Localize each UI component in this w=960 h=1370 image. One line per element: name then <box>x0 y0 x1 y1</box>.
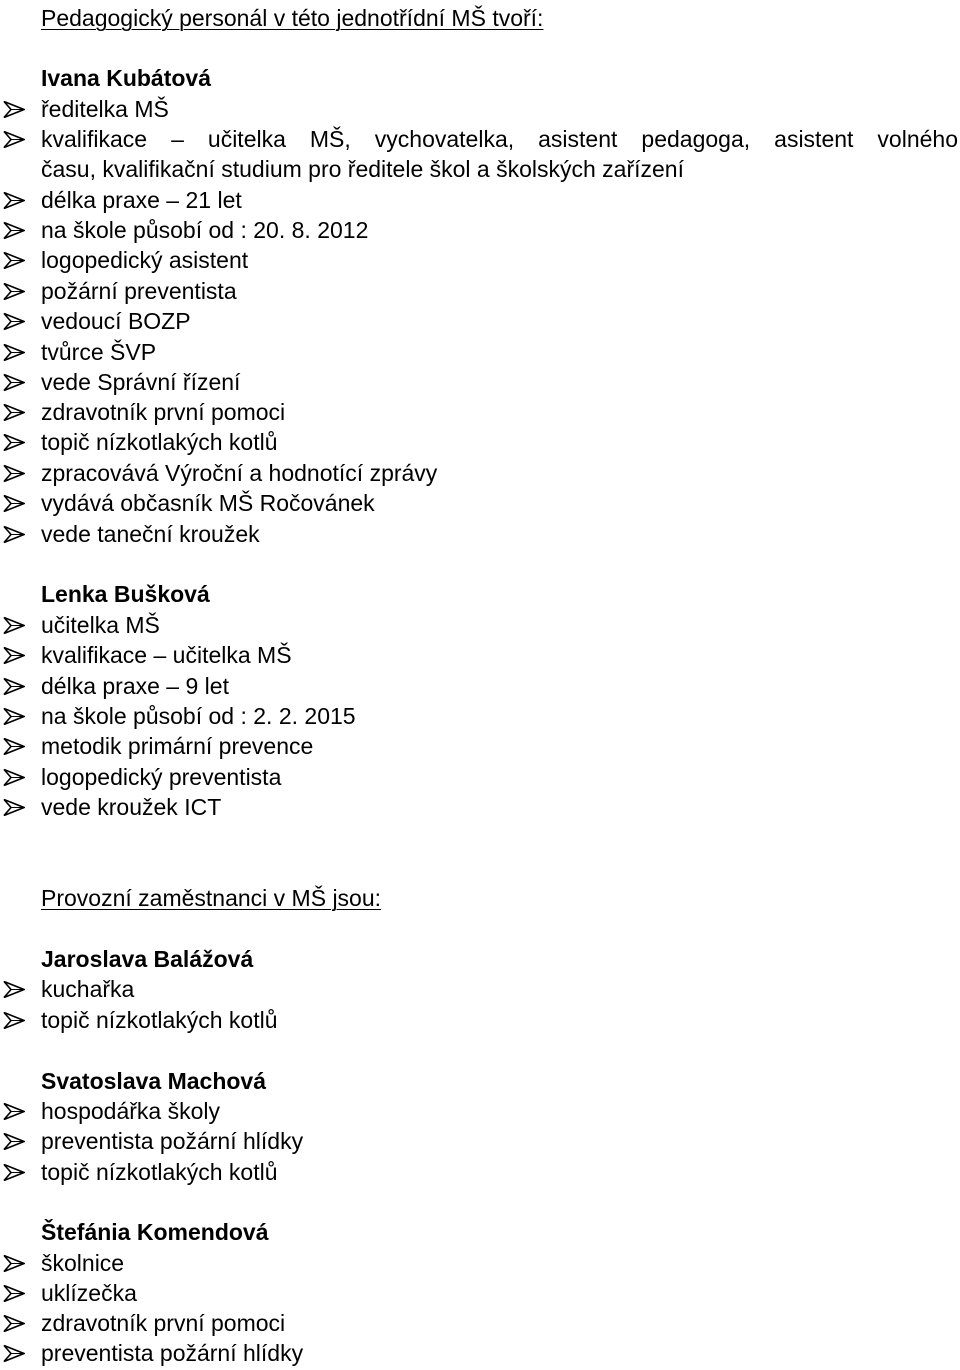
arrowhead-bullet-icon <box>0 367 41 397</box>
list-item: topič nízkotlakých kotlů <box>41 1007 278 1033</box>
list-item: metodik primární prevence <box>41 733 314 759</box>
section-heading-operational-staff: Provozní zaměstnanci v MŠ jsou: <box>41 885 382 911</box>
list-item: na škole působí od : 20. 8. 2012 <box>41 217 369 243</box>
arrowhead-bullet-icon <box>0 792 41 822</box>
arrowhead-bullet-icon <box>0 974 41 1004</box>
arrowhead-bullet-icon <box>0 1338 41 1368</box>
list-item: vydává občasník MŠ Ročovánek <box>41 490 375 516</box>
list-item: tvůrce ŠVP <box>41 339 157 365</box>
list-item: vede kroužek ICT <box>41 794 222 820</box>
arrowhead-bullet-icon <box>0 1126 41 1156</box>
list-item: vede Správní řízení <box>41 369 241 395</box>
list-item: uklízečka <box>41 1280 137 1306</box>
list-item-continuation: času, kvalifikační studium pro ředitele škol a školských zařízení <box>41 156 684 182</box>
arrowhead-bullet-icon <box>0 1308 41 1338</box>
arrowhead-bullet-icon <box>0 215 41 245</box>
arrowhead-bullet-icon <box>0 762 41 792</box>
arrowhead-bullet-icon <box>0 124 41 154</box>
arrowhead-bullet-icon <box>0 185 41 215</box>
arrowhead-bullet-icon <box>0 519 41 549</box>
list-item: zpracovává Výroční a hodnotící zprávy <box>41 460 438 486</box>
list-item: učitelka MŠ <box>41 612 160 638</box>
arrowhead-bullet-icon <box>0 701 41 731</box>
arrowhead-bullet-icon <box>0 610 41 640</box>
list-item: kvalifikace – učitelka MŠ, vychovatelka, asistent pedagoga, asistent volného <box>41 126 958 152</box>
arrowhead-bullet-icon <box>0 731 41 761</box>
arrowhead-bullet-icon <box>0 1005 41 1035</box>
person-name: Lenka Bušková <box>41 581 210 607</box>
arrowhead-bullet-icon <box>0 306 41 336</box>
arrowhead-bullet-icon <box>0 94 41 124</box>
person-name: Ivana Kubátová <box>41 65 211 91</box>
list-item: ředitelka MŠ <box>41 96 169 122</box>
list-item: vede taneční kroužek <box>41 521 260 547</box>
list-item: preventista požární hlídky <box>41 1340 304 1366</box>
arrowhead-bullet-icon <box>0 1248 41 1278</box>
arrowhead-bullet-icon <box>0 1278 41 1308</box>
arrowhead-bullet-icon <box>0 1096 41 1126</box>
person-name: Štefánia Komendová <box>41 1219 269 1245</box>
list-item: kuchařka <box>41 976 135 1002</box>
list-item: logopedický preventista <box>41 764 282 790</box>
arrowhead-bullet-icon <box>0 427 41 457</box>
list-item: topič nízkotlakých kotlů <box>41 429 278 455</box>
person-name: Svatoslava Machová <box>41 1068 267 1094</box>
list-item: logopedický asistent <box>41 247 249 273</box>
arrowhead-bullet-icon <box>0 1157 41 1187</box>
arrowhead-bullet-icon <box>0 337 41 367</box>
arrowhead-bullet-icon <box>0 640 41 670</box>
arrowhead-bullet-icon <box>0 276 41 306</box>
section-heading-pedagogical-staff: Pedagogický personál v této jednotřídní MŠ tvoří: <box>41 5 544 31</box>
arrowhead-bullet-icon <box>0 397 41 427</box>
list-item: délka praxe – 9 let <box>41 673 229 699</box>
list-item: hospodářka školy <box>41 1098 220 1124</box>
list-item: požární preventista <box>41 278 237 304</box>
list-item: délka praxe – 21 let <box>41 187 242 213</box>
person-name: Jaroslava Balážová <box>41 946 254 972</box>
list-item: zdravotník první pomoci <box>41 1310 286 1336</box>
arrowhead-bullet-icon <box>0 245 41 275</box>
arrowhead-bullet-icon <box>0 458 41 488</box>
list-item: vedoucí BOZP <box>41 308 191 334</box>
list-item: preventista požární hlídky <box>41 1128 304 1154</box>
list-item: školnice <box>41 1250 125 1276</box>
list-item: zdravotník první pomoci <box>41 399 286 425</box>
list-item: kvalifikace – učitelka MŠ <box>41 642 292 668</box>
list-item: topič nízkotlakých kotlů <box>41 1159 278 1185</box>
arrowhead-bullet-icon <box>0 488 41 518</box>
arrowhead-bullet-icon <box>0 671 41 701</box>
list-item: na škole působí od : 2. 2. 2015 <box>41 703 356 729</box>
